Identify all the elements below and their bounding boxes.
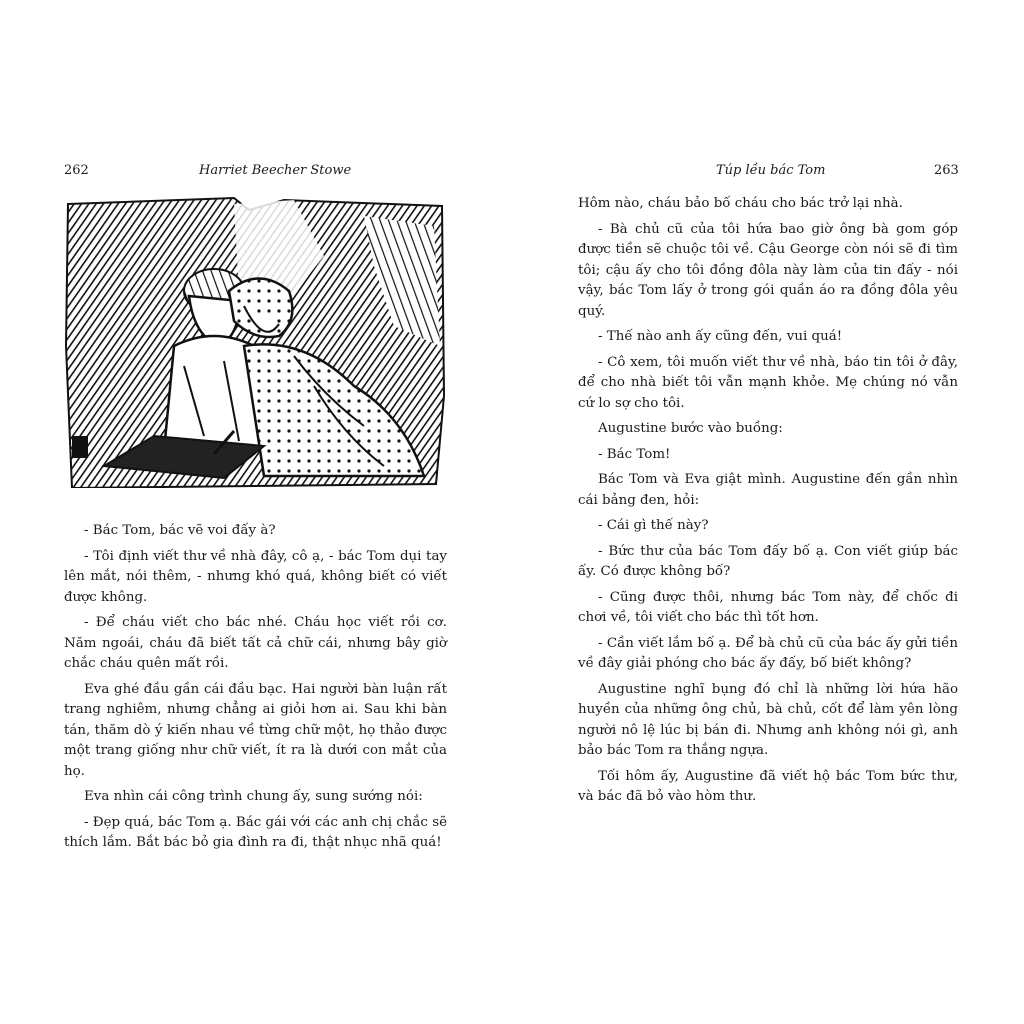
paragraph: Bác Tom và Eva giật mình. Augustine đến gần nhìn cái bảng đen, hỏi: bbox=[578, 472, 958, 508]
paragraph: - Đẹp quá, bác Tom ạ. Bác gái với các anh chị chắc sẽ thích lắm. Bắt bác bỏ gia đình ra đi, thật nhục nhã quá! bbox=[64, 814, 447, 850]
paragraph: Hôm nào, cháu bảo bố cháu cho bác trở lại nhà. bbox=[578, 196, 903, 211]
page-number-right: 263 bbox=[934, 163, 959, 178]
paragraph: - Cần viết lắm bố ạ. Để bà chủ cũ của bác ấy gửi tiền về đây giải phóng cho bác ấy đấy, bố biết không? bbox=[578, 635, 958, 671]
paragraph: - Bác Tom! bbox=[598, 446, 671, 462]
illustration bbox=[64, 196, 446, 488]
paragraph: - Bức thư của bác Tom đấy bố ạ. Con viết giúp bác ấy. Có được không bố? bbox=[578, 543, 958, 579]
paragraph: Eva ghé đầu gần cái đầu bạc. Hai người bàn luận rất trang nghiêm, nhưng chẳng ai giỏi hơn ai. Sau khi bàn tán, thăm dò ý kiến nhau về từng chữ một, họ thảo được một trang giống như chữ viết, ít ra là dưới con mắt của họ. bbox=[64, 681, 447, 779]
paragraph: Augustine bước vào buồng: bbox=[598, 421, 783, 436]
paragraph: - Cái gì thế này? bbox=[598, 518, 709, 533]
paragraph: - Bác Tom, bác vẽ voi đấy à? bbox=[84, 523, 276, 538]
paragraph: - Thế nào anh ấy cũng đến, vui quá! bbox=[598, 329, 843, 344]
paragraph: - Tôi định viết thư về nhà đây, cô ạ, - bác Tom dụi tay lên mắt, nói thêm, - nhưng khó quá, không biết có viết được không. bbox=[64, 548, 447, 605]
paragraph: - Để cháu viết cho bác nhé. Cháu học viết rồi cơ. Năm ngoái, cháu đã biết tất cả chữ cái, nhưng bây giờ chắc cháu quên mất rồi. bbox=[64, 615, 447, 671]
running-head-right: Túp lều bác Tom bbox=[716, 163, 826, 178]
paragraph: - Bà chủ cũ của tôi hứa bao giờ ông bà gom góp được tiền sẽ chuộc tôi về. Cậu George còn nói sẽ đi tìm tôi; cậu ấy cho tôi đồng đôla này làm của tin đấy - nói vậy, bác Tom lấy ở trong gói quần áo ra đồng đôla yêu quý. bbox=[578, 221, 958, 319]
page-number-left: 262 bbox=[64, 163, 89, 178]
paragraph: Tối hôm ấy, Augustine đã viết hộ bác Tom bức thư, và bác đã bỏ vào hòm thư. bbox=[578, 768, 958, 804]
paragraph: - Cũng được thôi, nhưng bác Tom này, để chốc đi chơi về, tôi viết cho bác thì tốt hơn. bbox=[578, 589, 958, 625]
left-body bbox=[64, 521, 447, 859]
paragraph: - Cô xem, tôi muốn viết thư về nhà, báo tin tôi ở đây, để cho nhà biết tôi vẫn mạnh khỏe. Mẹ chúng nó vẫn cứ lo sợ cho tôi. bbox=[578, 354, 958, 411]
paragraph: Eva nhìn cái công trình chung ấy, sung sướng nói: bbox=[84, 789, 423, 804]
illustration-engraving bbox=[64, 196, 446, 488]
paragraph: Augustine nghĩ bụng đó chỉ là những lời hứa hão huyền của những ông chủ, bà chủ, cốt để làm yên lòng người nô lệ lúc bị bán đi. Nhưng anh không nói gì, anh bảo bác Tom ra thắng ngựa. bbox=[578, 681, 958, 758]
right-page bbox=[512, 0, 1024, 1024]
running-head-left: Harriet Beecher Stowe bbox=[199, 163, 352, 178]
right-body bbox=[578, 194, 958, 813]
